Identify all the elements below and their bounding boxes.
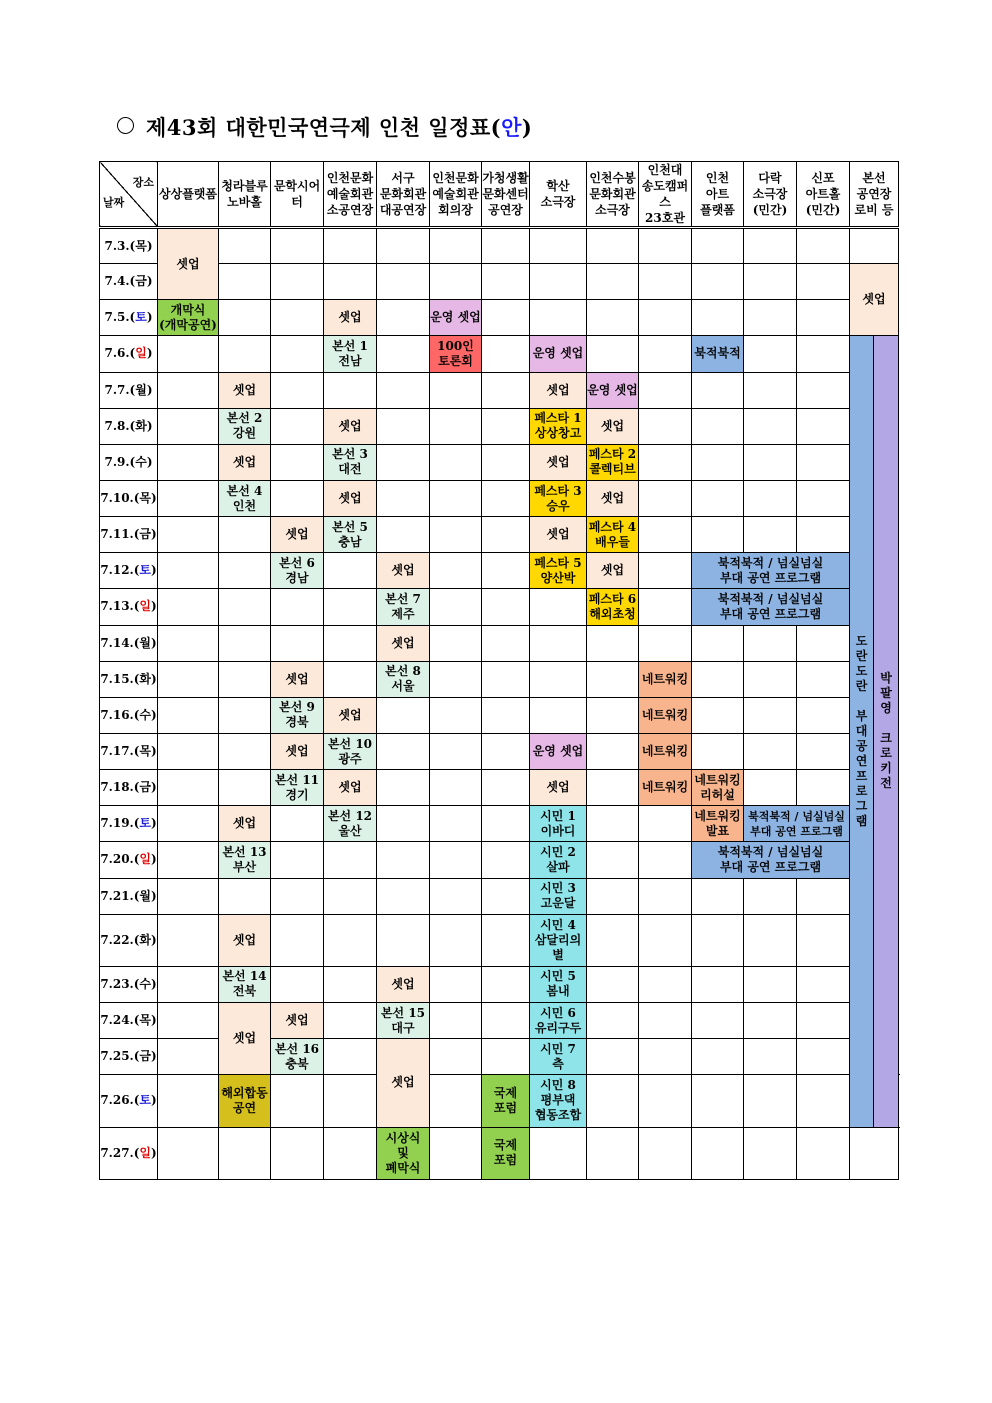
event-cell: 시민 8 평부댁 협동조합 xyxy=(530,1075,587,1127)
event-cell: 셋업 xyxy=(324,697,377,733)
event-cell: 개막식 (개막공연) xyxy=(158,300,219,336)
venue-header: 학산 소극장 xyxy=(530,162,587,228)
venue-header: 상상플랫폼 xyxy=(158,162,219,228)
title-close-paren: ) xyxy=(521,115,533,140)
event-cell: 네트워킹 발표 xyxy=(692,806,744,842)
date-cell: 7.22.(화) xyxy=(100,914,158,966)
event-cell: 셋업 xyxy=(158,228,219,300)
date-cell: 7.15.(화) xyxy=(100,661,158,697)
event-cell: 시민 5 봄내 xyxy=(530,966,587,1002)
date-cell: 7.27.(일) xyxy=(100,1127,158,1179)
venue-header: 다락 소극장 (민간) xyxy=(744,162,797,228)
date-cell: 7.24.(목) xyxy=(100,1003,158,1039)
event-cell: 시민 3 고운달 xyxy=(530,878,587,914)
title-text: 제43회 대한민국연극제 인천 일정표( xyxy=(146,115,502,140)
venue-header: 인천문화 예술회관 회의장 xyxy=(430,162,482,228)
date-cell: 7.20.(일) xyxy=(100,842,158,878)
date-cell: 7.14.(월) xyxy=(100,625,158,661)
page-title xyxy=(117,112,532,142)
event-cell: 해외합동 공연 xyxy=(219,1075,271,1127)
event-cell: 페스타 3 승우 xyxy=(530,480,587,516)
event-cell: 페스타 1 상상창고 xyxy=(530,408,587,444)
event-cell: 페스타 6 해외초청 xyxy=(587,589,639,625)
event-cell: 셋업 xyxy=(219,372,271,408)
date-cell: 7.8.(화) xyxy=(100,408,158,444)
event-cell: 본선 14 전북 xyxy=(219,966,271,1002)
side-program-doran: 도 란 도 란 부 대 공 연 프 로 그 램 xyxy=(850,336,874,1127)
event-cell: 셋업 xyxy=(219,444,271,480)
event-cell: 본선 15 대구 xyxy=(377,1003,430,1039)
date-cell: 7.21.(월) xyxy=(100,878,158,914)
event-cell: 네트워킹 xyxy=(639,697,692,733)
event-cell: 셋업 xyxy=(587,553,639,589)
date-cell: 7.6.(일) xyxy=(100,336,158,372)
date-cell: 7.23.(수) xyxy=(100,966,158,1002)
event-cell: 셋업 xyxy=(587,408,639,444)
header-corner-cell xyxy=(100,162,158,228)
corner-date-label: 날짜 xyxy=(103,196,125,209)
event-cell: 셋업 xyxy=(530,517,587,553)
venue-header: 인천대 송도캠퍼스 23호관 xyxy=(639,162,692,228)
event-cell: 셋업 xyxy=(530,770,587,806)
event-cell: 셋업 xyxy=(377,625,430,661)
event-cell: 셋업 xyxy=(219,806,271,842)
event-cell: 본선 4 인천 xyxy=(219,480,271,516)
event-cell: 셋업 xyxy=(324,480,377,516)
event-cell: 본선 12 울산 xyxy=(324,806,377,842)
event-cell: 북적북적 / 넘실넘실 부대 공연 프로그램 xyxy=(744,806,850,842)
event-cell: 페스타 5 양산박 xyxy=(530,553,587,589)
event-cell: 시민 6 유리구두 xyxy=(530,1003,587,1039)
event-cell: 네트워킹 xyxy=(639,661,692,697)
venue-header: 신포 아트홀 (민간) xyxy=(797,162,850,228)
date-cell: 7.12.(토) xyxy=(100,553,158,589)
event-cell: 본선 2 강원 xyxy=(219,408,271,444)
event-cell: 북적북적 / 넘실넘실 부대 공연 프로그램 xyxy=(692,589,850,625)
event-cell: 셋업 xyxy=(324,408,377,444)
date-cell: 7.10.(목) xyxy=(100,480,158,516)
date-cell: 7.16.(수) xyxy=(100,697,158,733)
date-cell: 7.4.(금) xyxy=(100,264,158,300)
event-cell: 운영 셋업 xyxy=(530,733,587,769)
event-cell: 네트워킹 xyxy=(639,733,692,769)
event-cell: 셋업 xyxy=(324,770,377,806)
event-cell: 셋업 xyxy=(377,966,430,1002)
event-cell: 셋업 xyxy=(377,553,430,589)
event-cell: 본선 16 충북 xyxy=(271,1039,324,1075)
venue-header: 가청생활 문화센터 공연장 xyxy=(482,162,530,228)
date-cell: 7.17.(목) xyxy=(100,733,158,769)
event-cell: 운영 셋업 xyxy=(587,372,639,408)
event-cell: 네트워킹 리허설 xyxy=(692,770,744,806)
event-cell: 국제 포럼 xyxy=(482,1075,530,1127)
event-cell: 본선 7 제주 xyxy=(377,589,430,625)
venue-header: 청라블루 노바홀 xyxy=(219,162,271,228)
event-cell: 본선 11 경기 xyxy=(271,770,324,806)
venue-header: 인천문화 예술회관 소공연장 xyxy=(324,162,377,228)
event-cell: 셋업 xyxy=(271,517,324,553)
event-cell: 본선 10 광주 xyxy=(324,733,377,769)
event-cell: 셋업 xyxy=(587,480,639,516)
event-cell: 셋업 xyxy=(271,733,324,769)
side-program-croquis: 박 팔 영 크 로 키 전 xyxy=(874,336,899,1127)
date-cell: 7.3.(목) xyxy=(100,228,158,264)
event-cell: 네트워킹 xyxy=(639,770,692,806)
event-cell: 페스타 2 콜렉티브 xyxy=(587,444,639,480)
event-cell: 본선 8 서울 xyxy=(377,661,430,697)
event-cell: 셋업 xyxy=(324,300,377,336)
event-cell: 셋업 xyxy=(219,914,271,966)
event-cell: 북적북적 / 넘실넘실 부대 공연 프로그램 xyxy=(692,842,850,878)
venue-header: 인천수봉 문화회관 소극장 xyxy=(587,162,639,228)
event-cell: 시민 4 삼달리의 별 xyxy=(530,914,587,966)
circle-bullet-icon xyxy=(117,117,134,134)
event-cell: 셋업 xyxy=(219,1003,271,1075)
venue-header: 인천 아트 플랫폼 xyxy=(692,162,744,228)
venue-header: 문학시어터 xyxy=(271,162,324,228)
event-cell: 셋업 xyxy=(850,264,899,336)
event-cell: 국제 포럼 xyxy=(482,1127,530,1179)
date-cell: 7.13.(일) xyxy=(100,589,158,625)
event-cell: 셋업 xyxy=(530,372,587,408)
date-cell: 7.9.(수) xyxy=(100,444,158,480)
event-cell: 본선 13 부산 xyxy=(219,842,271,878)
venue-header: 본선 공연장 로비 등 xyxy=(850,162,899,228)
date-cell: 7.11.(금) xyxy=(100,517,158,553)
event-cell: 운영 셋업 xyxy=(430,300,482,336)
corner-place-label: 장소 xyxy=(132,176,154,189)
date-cell: 7.5.(토) xyxy=(100,300,158,336)
venue-header: 서구 문화회관 대공연장 xyxy=(377,162,430,228)
event-cell: 북적북적 xyxy=(692,336,744,372)
schedule-table xyxy=(99,161,899,1180)
event-cell: 본선 3 대전 xyxy=(324,444,377,480)
title-draft-mark: 안 xyxy=(501,115,522,140)
date-cell: 7.26.(토) xyxy=(100,1075,158,1127)
event-cell: 셋업 xyxy=(377,1039,430,1127)
event-cell: 시민 1 이바디 xyxy=(530,806,587,842)
event-cell: 본선 6 경남 xyxy=(271,553,324,589)
date-cell: 7.25.(금) xyxy=(100,1039,158,1075)
event-cell: 운영 셋업 xyxy=(530,336,587,372)
event-cell: 100인 토론회 xyxy=(430,336,482,372)
event-cell: 셋업 xyxy=(271,1003,324,1039)
event-cell: 북적북적 / 넘실넘실 부대 공연 프로그램 xyxy=(692,553,850,589)
event-cell: 시민 2 살파 xyxy=(530,842,587,878)
event-cell: 본선 5 충남 xyxy=(324,517,377,553)
event-cell: 셋업 xyxy=(271,661,324,697)
date-cell: 7.18.(금) xyxy=(100,770,158,806)
event-cell: 본선 1 전남 xyxy=(324,336,377,372)
event-cell: 시민 7 측 xyxy=(530,1039,587,1075)
event-cell: 페스타 4 배우들 xyxy=(587,517,639,553)
event-cell: 본선 9 경북 xyxy=(271,697,324,733)
date-cell: 7.7.(월) xyxy=(100,372,158,408)
event-cell: 시상식 및 폐막식 xyxy=(377,1127,430,1179)
date-cell: 7.19.(토) xyxy=(100,806,158,842)
event-cell: 셋업 xyxy=(530,444,587,480)
